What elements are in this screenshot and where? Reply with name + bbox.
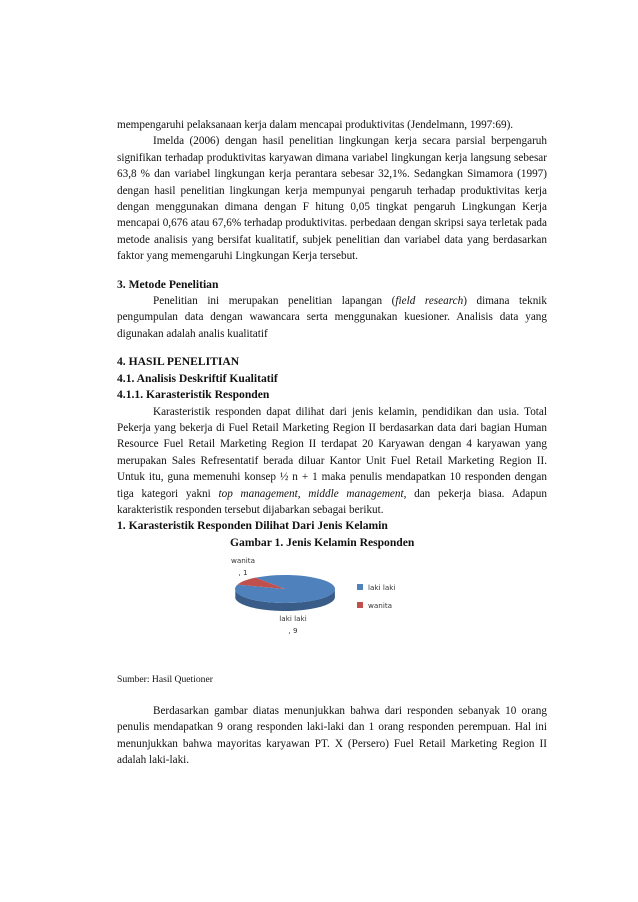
data-label-name-wanita: wanita — [230, 555, 256, 565]
metode-text-b: ) dimana teknik pengumpulan data dengan wawancara serta menggunakan kuesioner. Analisis data yang digunakan adalah analis kualitatif — [117, 295, 547, 340]
heading-metode-penelitian: 3. Metode Penelitian — [117, 277, 219, 291]
karakter-text-a: Karasteristik responden dapat dilihat dari jenis kelamin, pendidikan dan usia. Total Pekerja yang bekerja di Fuel Retail Marketing Region II berdasarkan data dari bagian Human Resource Fuel Retail Marketing Region II terdapat 20 Karyawan dengan 4 karyawan yang merupakan Sales Refresentatif berada diluar Kantor Unit Fuel Retail Marketing Region II. Untuk itu, guna memenuhi konsep ½ n + 1 maka penulis mendapatkan 10 responden dengan tiga kategori yakni — [117, 405, 547, 500]
data-label-value-laki-laki: , 9 — [288, 625, 298, 635]
heading-jenis-kelamin: 1. Karasteristik Responden Dilihat Dari Jenis Kelamin — [117, 519, 388, 533]
paragraph-imelda: Imelda (2006) dengan hasil penelitian lingkungan kerja secara parsial berpengaruh signifikan terhadap produktivitas karyawan dimana variabel lingkungan kerja langsung sebesar 63,8 % dan variabel lingkungan kerja perantara sebesar 32,1%. Sedangkan Simamora (1997) dengan hasil penelitian lingkungan kerja mempunyai pengaruh terhadap produktivitas kerja dengan menggunakan dimana dengan F hitung 0,05 tingkat pengaruh Lingkungan Kerja mencapai 0,676 atau 67,6% terhadap produktivitas. perbedaan dengan skripsi saya terletak pada metode analisis yang bersifat kualitatif, subjek penelitian dan variabel data yang berdasarkan faktor yang memengaruhi Lingkungan Kerja tersebut. — [117, 135, 547, 263]
legend-swatch-wanita — [357, 602, 363, 608]
karakter-italic: top management, middle management, — [218, 487, 407, 500]
pie-chart-svg — [117, 551, 547, 671]
heading-hasil-penelitian: 4. HASIL PENELITIAN — [117, 355, 240, 369]
data-label-name-laki-laki: laki laki — [279, 613, 307, 623]
paragraph-kesimpulan: Berdasarkan gambar diatas menunjukkan bahwa dari responden sebanyak 10 orang penulis mendapatkan 9 orang responden laki-laki dan 1 orang responden perempuan. Hal ini menunjukkan bahwa mayoritas karyawan PT. X (Persero) Fuel Retail Marketing Region II adalah laki-laki. — [117, 704, 547, 766]
legend-label-laki-laki: laki laki — [368, 582, 396, 592]
figure-source: Sumber: Hasil Quetioner — [117, 673, 213, 685]
document-page — [117, 117, 547, 768]
karakter-text-b: dan pekerja biasa. Adapun karakteristik responden tersebut dijabarkan sebagai berikut. — [117, 487, 547, 516]
legend-label-wanita: wanita — [368, 600, 393, 610]
metode-italic: field research — [395, 295, 464, 308]
paragraph-metode — [117, 293, 547, 342]
legend-swatch-laki-laki — [357, 584, 363, 590]
metode-text-a: Penelitian ini merupakan penelitian lapangan ( — [153, 295, 396, 308]
data-label-value-wanita: , 1 — [238, 567, 248, 577]
heading-karakteristik-responden: 4.1.1. Karasteristik Responden — [117, 388, 270, 402]
paragraph-karakteristik — [117, 404, 547, 519]
pie-chart — [117, 551, 547, 671]
paragraph-continued: mempengaruhi pelaksanaan kerja dalam mencapai produktivitas (Jendelmann, 1997:69). — [117, 119, 514, 131]
figure-title: Gambar 1. Jenis Kelamin Responden — [230, 535, 415, 549]
heading-analisis-deskriptif: 4.1. Analisis Deskriftif Kualitatif — [117, 371, 278, 385]
